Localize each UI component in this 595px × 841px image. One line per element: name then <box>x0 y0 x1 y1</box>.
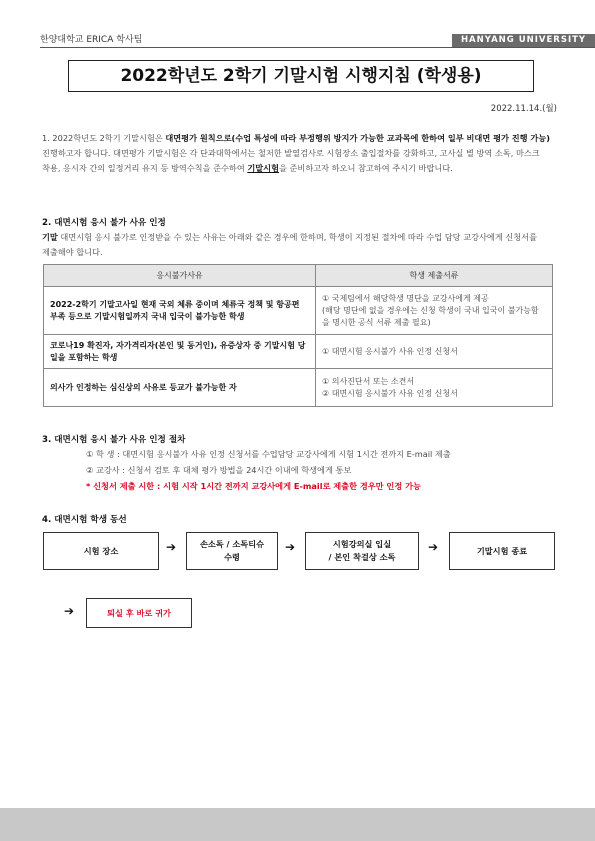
table-cell-reason: 의사가 인정하는 심신상의 사유로 등교가 불가능한 자 <box>44 369 316 407</box>
flow-step-enter-classroom: 시험강의실 입실 / 본인 착걸상 소독 <box>305 532 419 570</box>
section2-heading: 2. 대면시험 응시 불가 사유 인정 <box>42 218 166 228</box>
table-row <box>44 369 553 407</box>
table-row <box>44 287 553 335</box>
doc-item: (해당 명단에 없을 경우에는 신청 학생이 국내 입국이 불가능함을 명시한 공식 서류 제출 필요) <box>322 305 539 327</box>
document-date: 2022.11.14.(월) <box>490 104 557 114</box>
reason-table <box>43 264 553 407</box>
page-title: 2022학년도 2학기 기말시험 시행지침 (학생용) <box>68 60 534 92</box>
section2-desc-text: 대면시험 응시 불가로 인정받을 수 있는 사유는 아래와 같은 경우에 한하며, 학생이 지정된 절차에 따라 수업 담당 교강사에게 신청서를 제출해야 합니다. <box>42 232 537 257</box>
table-header-row <box>44 265 553 287</box>
section2-desc-bold: 기말 <box>42 232 58 242</box>
procedure-step-instructor: ② 교강사 : 신청서 검토 후 대체 평가 방법을 24시간 이내에 학생에게 통보 <box>86 465 352 475</box>
arrow-right-icon: ➔ <box>428 540 439 554</box>
header-divider <box>40 47 595 48</box>
table-cell-reason: 코로나19 확진자, 자가격리자(본인 및 동거인), 유증상자 중 기말시험 당일을 포함하는 학생 <box>44 335 316 369</box>
doc-item: ① 대면시험 응시불가 사유 인정 신청서 <box>322 346 458 356</box>
header-org: 한양대학교 ERICA 학사팀 <box>40 35 143 45</box>
flow-step-sanitize: 손소독 / 소독티슈 수령 <box>186 532 278 570</box>
intro-paragraph <box>42 131 554 176</box>
intro-underlined: 기말시험 <box>247 163 279 173</box>
intro-text-3: 을 준비하고자 하오니 참고하여 주시기 바랍니다. <box>278 163 453 173</box>
table-row <box>44 335 553 369</box>
intro-text-2: 진행하고자 합니다. 대면평가 기말시험은 각 단과대학에서는 철저한 발열검사로 시험장소 출입절차를 강화하고, 고사실 별 방역 소독, 마스크 착용, 응시자 간의 일정거리 유지 등 방역수칙을 준수하여 <box>42 148 540 173</box>
intro-text-1: 1. 2022학년도 2학기 기말시험은 <box>42 133 166 143</box>
arrow-right-icon: ➔ <box>166 540 177 554</box>
table-cell-docs <box>316 287 553 335</box>
footer-band <box>0 808 595 841</box>
table-cell-docs <box>316 369 553 407</box>
doc-item: ① 국제팀에서 해당학생 명단을 교강사에게 제공 <box>322 293 489 303</box>
arrow-right-icon: ➔ <box>285 540 296 554</box>
flow-step-exam-end: 기말시험 종료 <box>449 532 555 570</box>
section4-heading: 4. 대면시험 학생 동선 <box>42 515 127 525</box>
flow-step-go-home: 퇴실 후 바로 귀가 <box>86 598 192 628</box>
table-header-reason: 응시불가사유 <box>44 265 316 287</box>
doc-item: ② 대면시험 응시불가 사유 인정 신청서 <box>322 388 458 398</box>
flow-step-exam-room: 시험 장소 <box>43 532 159 570</box>
arrow-right-icon: ➔ <box>64 604 75 618</box>
submission-deadline-note: * 신청서 제출 시한 : 시험 시작 1시간 전까지 교강사에게 E-mail로 제출한 경우만 인정 가능 <box>86 481 421 491</box>
table-cell-docs <box>316 335 553 369</box>
procedure-step-student: ① 학 생 : 대면시험 응시불가 사유 인정 신청서를 수업담당 교강사에게 시험 1시간 전까지 E-mail 제출 <box>86 449 451 459</box>
intro-emphasis: 대면평가 원칙으로(수업 특성에 따라 부정행위 방지가 가능한 교과목에 한하여 일부 비대면 평가 진행 가능) <box>165 133 550 143</box>
table-cell-reason: 2022-2학기 기말고사일 현재 국외 체류 중이며 체류국 정책 및 항공편 부족 등으로 기말시험일까지 국내 입국이 불가능한 학생 <box>44 287 316 335</box>
brand-banner: HANYANG UNIVERSITY <box>452 34 595 47</box>
table-header-docs: 학생 제출서류 <box>316 265 553 287</box>
doc-item: ① 의사진단서 또는 소견서 <box>322 376 415 386</box>
section3-heading: 3. 대면시험 응시 불가 사유 인정 절차 <box>42 435 186 445</box>
section2-description <box>42 230 554 260</box>
